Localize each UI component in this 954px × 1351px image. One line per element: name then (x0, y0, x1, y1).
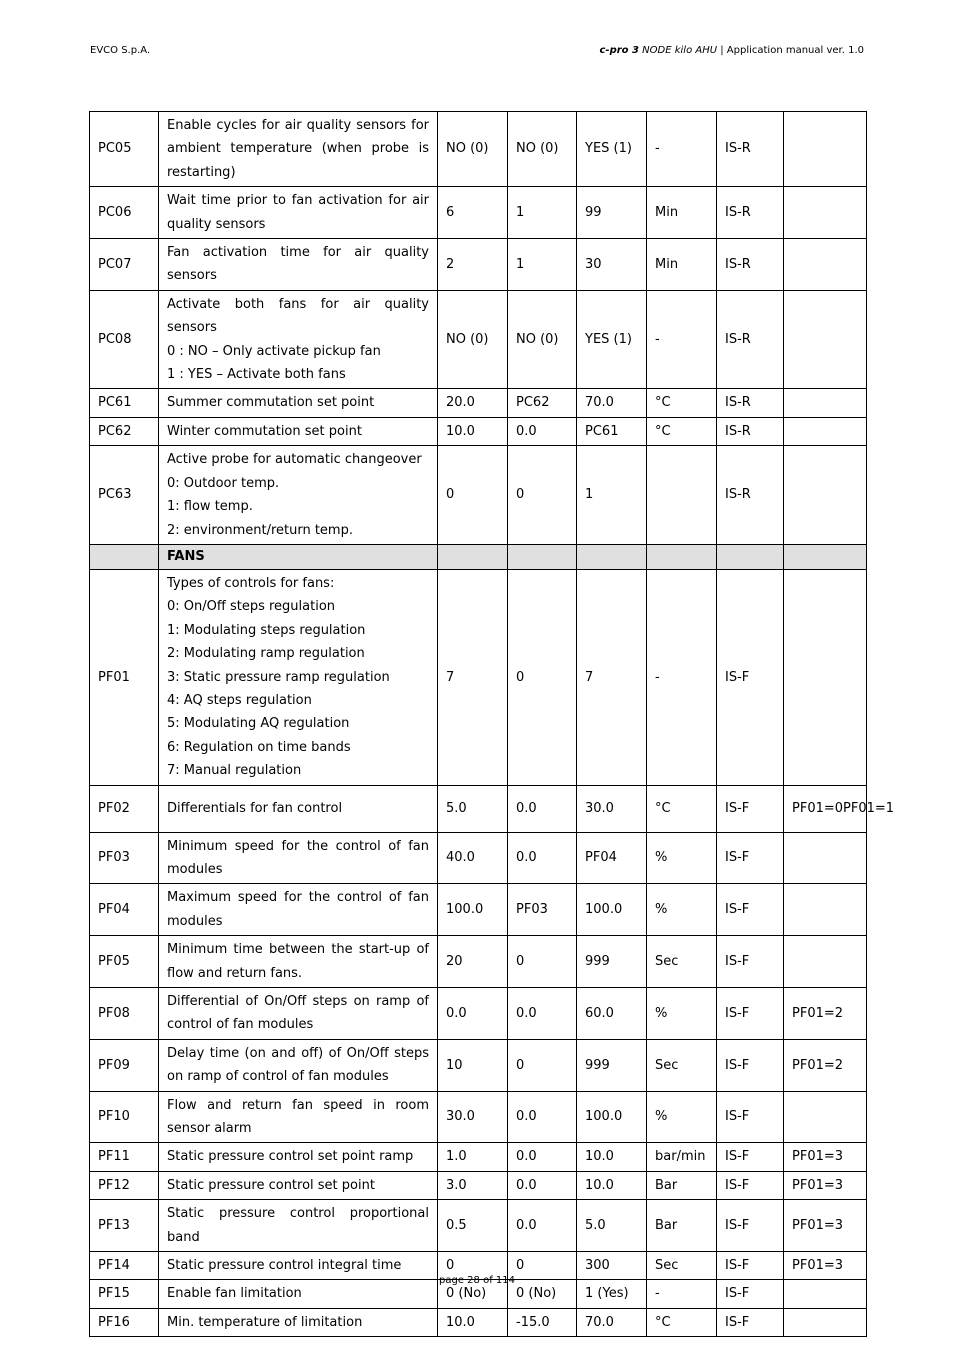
param-condition (784, 389, 867, 417)
param-visibility: IS-F (717, 785, 784, 832)
description-line: 7: Manual regulation (167, 763, 302, 779)
param-max: 99 (577, 187, 647, 239)
param-max: 300 (577, 1252, 647, 1280)
param-min: 0 (508, 1039, 577, 1091)
param-default: 10 (438, 1039, 508, 1091)
param-description (159, 1200, 438, 1252)
param-unit (647, 446, 717, 545)
param-unit: - (647, 569, 717, 785)
param-condition (784, 446, 867, 545)
param-condition (784, 988, 867, 1040)
param-default: 1.0 (438, 1143, 508, 1171)
param-max: 100.0 (577, 1091, 647, 1143)
param-code: PC61 (90, 389, 159, 417)
table-row (90, 1091, 867, 1143)
description-line: Maximum speed for the control of fan modules (167, 890, 429, 929)
param-default: 30.0 (438, 1091, 508, 1143)
param-default: 40.0 (438, 832, 508, 884)
description-line: Flow and return fan speed in room sensor alarm (167, 1097, 429, 1137)
param-visibility: IS-F (717, 1200, 784, 1252)
param-max: 60.0 (577, 988, 647, 1040)
param-max: PF04 (577, 832, 647, 884)
param-code: PC06 (90, 187, 159, 239)
param-description (159, 884, 438, 936)
description-line: Static pressure control integral time (167, 1258, 402, 1274)
condition-line: PF01=0 (792, 800, 844, 816)
param-code: PF02 (90, 785, 159, 832)
description-line: 0: Outdoor temp. (167, 475, 280, 491)
description-line: Types of controls for fans: (167, 575, 335, 591)
param-visibility: IS-R (717, 417, 784, 445)
param-max (577, 544, 647, 569)
param-min: 0.0 (508, 1091, 577, 1143)
table-row (90, 446, 867, 545)
param-unit: - (647, 290, 717, 389)
param-default: 0 (438, 1252, 508, 1280)
param-code: PF11 (90, 1143, 159, 1171)
param-default: 10.0 (438, 417, 508, 445)
param-max: 100.0 (577, 884, 647, 936)
param-max: 70.0 (577, 1308, 647, 1336)
condition-line: PF01=2 (792, 1005, 844, 1021)
param-condition (784, 417, 867, 445)
param-max: YES (1) (577, 290, 647, 389)
param-description (159, 389, 438, 417)
param-condition (784, 112, 867, 187)
header-product: c-pro 3 (599, 45, 639, 56)
param-max: 7 (577, 569, 647, 785)
param-min: 0.0 (508, 785, 577, 832)
description-line: Delay time (on and off) of On/Off steps on ramp of control of fan modules (167, 1045, 429, 1085)
parameter-table-body (90, 112, 895, 1337)
param-description (159, 239, 438, 291)
param-code: PF15 (90, 1280, 159, 1308)
param-unit: % (647, 988, 717, 1040)
condition-line: PF01=3 (792, 1258, 844, 1274)
page-number: page 28 of 114 (439, 1275, 515, 1286)
param-condition (784, 832, 867, 884)
param-condition (784, 1308, 867, 1336)
header-product-model: NODE kilo AHU (642, 45, 718, 56)
param-visibility: IS-F (717, 832, 784, 884)
param-code: PF08 (90, 988, 159, 1040)
param-unit: Bar (647, 1200, 717, 1252)
param-unit: % (647, 832, 717, 884)
param-code: PF09 (90, 1039, 159, 1091)
table-row (90, 569, 867, 785)
param-max: 10.0 (577, 1171, 647, 1199)
param-unit: - (647, 112, 717, 187)
param-max: 1 (Yes) (577, 1280, 647, 1308)
param-description (159, 1171, 438, 1199)
param-min: PF03 (508, 884, 577, 936)
param-visibility: IS-R (717, 446, 784, 545)
parameter-table (89, 111, 895, 1337)
param-min: 0 (508, 446, 577, 545)
param-description (159, 988, 438, 1040)
description-line: FANS (167, 548, 205, 564)
param-code: PF14 (90, 1252, 159, 1280)
section-row (90, 544, 867, 569)
param-min: 1 (508, 239, 577, 291)
param-unit: % (647, 884, 717, 936)
description-line: 2: Modulating ramp regulation (167, 646, 365, 662)
param-default: 2 (438, 239, 508, 291)
table-row (90, 187, 867, 239)
table-row (90, 290, 867, 389)
param-visibility: IS-R (717, 187, 784, 239)
param-code: PC08 (90, 290, 159, 389)
param-min: -15.0 (508, 1308, 577, 1336)
param-default: 0.0 (438, 988, 508, 1040)
param-condition (784, 187, 867, 239)
param-condition (784, 1143, 867, 1171)
description-line: 5: Modulating AQ regulation (167, 716, 350, 732)
description-line: Differential of On/Off steps on ramp of control of fan modules (167, 994, 429, 1033)
table-row (90, 785, 867, 832)
description-line: Enable cycles for air quality sensors for ambient temperature (when probe is restarting) (167, 118, 429, 180)
description-line: Static pressure control proportional band (167, 1206, 429, 1245)
header-manual: | Application manual ver. 1.0 (720, 45, 864, 56)
param-default: 5.0 (438, 785, 508, 832)
table-row (90, 389, 867, 417)
table-row (90, 988, 867, 1040)
param-visibility: IS-R (717, 112, 784, 187)
param-default: 20.0 (438, 389, 508, 417)
param-code: PF13 (90, 1200, 159, 1252)
param-max: 5.0 (577, 1200, 647, 1252)
description-line: Winter commutation set point (167, 423, 362, 439)
param-visibility: IS-F (717, 1039, 784, 1091)
param-visibility: IS-F (717, 988, 784, 1040)
param-code: PF01 (90, 569, 159, 785)
param-default: 100.0 (438, 884, 508, 936)
param-max: 70.0 (577, 389, 647, 417)
param-visibility: IS-R (717, 239, 784, 291)
param-code: PF16 (90, 1308, 159, 1336)
param-min: 0.0 (508, 1143, 577, 1171)
param-code: PF12 (90, 1171, 159, 1199)
param-visibility: IS-F (717, 884, 784, 936)
param-visibility: IS-F (717, 936, 784, 988)
param-condition (784, 1200, 867, 1252)
param-min: 0.0 (508, 988, 577, 1040)
description-line: Static pressure control set point (167, 1177, 375, 1193)
param-unit: Min (647, 239, 717, 291)
param-condition (784, 1091, 867, 1143)
param-visibility: IS-F (717, 1091, 784, 1143)
param-description (159, 936, 438, 988)
description-line: 1: flow temp. (167, 499, 253, 515)
param-max: 1 (577, 446, 647, 545)
param-max: 999 (577, 1039, 647, 1091)
param-min: NO (0) (508, 112, 577, 187)
param-condition (784, 290, 867, 389)
param-visibility: IS-R (717, 389, 784, 417)
param-min: 0 (508, 569, 577, 785)
param-description (159, 544, 438, 569)
param-visibility: IS-F (717, 1308, 784, 1336)
param-description (159, 112, 438, 187)
param-min: 0 (508, 1252, 577, 1280)
description-line: Wait time prior to fan activation for air quality sensors (167, 193, 429, 232)
param-description (159, 417, 438, 445)
param-code: PF05 (90, 936, 159, 988)
param-code: PC63 (90, 446, 159, 545)
param-condition (784, 544, 867, 569)
param-description (159, 290, 438, 389)
param-unit: bar/min (647, 1143, 717, 1171)
param-unit: - (647, 1280, 717, 1308)
param-min: 0.0 (508, 1200, 577, 1252)
param-min: 0.0 (508, 417, 577, 445)
description-line: 1 : YES – Activate both fans (167, 367, 346, 383)
description-line: 2: environment/return temp. (167, 522, 353, 538)
param-default: 0 (No) (438, 1280, 508, 1308)
description-line: 0 : NO – Only activate pickup fan (167, 343, 381, 359)
param-default: 7 (438, 569, 508, 785)
param-visibility: IS-F (717, 1280, 784, 1308)
table-row (90, 1308, 867, 1336)
description-line: Differentials for fan control (167, 800, 343, 816)
description-line: Minimum speed for the control of fan modules (167, 838, 429, 877)
table-row (90, 239, 867, 291)
param-min: 0.0 (508, 1171, 577, 1199)
param-min (508, 544, 577, 569)
description-line: Active probe for automatic changeover (167, 452, 422, 468)
param-unit: °C (647, 417, 717, 445)
param-description (159, 1308, 438, 1336)
param-unit: Bar (647, 1171, 717, 1199)
param-code: PC05 (90, 112, 159, 187)
param-condition (784, 1039, 867, 1091)
param-default (438, 544, 508, 569)
param-unit (647, 544, 717, 569)
param-condition (784, 936, 867, 988)
param-default: 20 (438, 936, 508, 988)
param-min: 1 (508, 187, 577, 239)
header-company: EVCO S.p.A. (90, 45, 151, 56)
param-unit: % (647, 1091, 717, 1143)
table-row (90, 832, 867, 884)
description-line: 1: Modulating steps regulation (167, 622, 366, 638)
header-manual-title (600, 45, 865, 56)
param-condition (784, 884, 867, 936)
param-description (159, 446, 438, 545)
description-line: 6: Regulation on time bands (167, 739, 351, 755)
description-line: Activate both fans for air quality sensors (167, 296, 429, 336)
table-row (90, 417, 867, 445)
description-line: Enable fan limitation (167, 1286, 302, 1302)
param-unit: °C (647, 785, 717, 832)
param-visibility: IS-F (717, 1171, 784, 1199)
param-condition (784, 569, 867, 785)
description-line: Static pressure control set point ramp (167, 1149, 414, 1165)
description-line: Summer commutation set point (167, 395, 375, 411)
param-visibility: IS-F (717, 1252, 784, 1280)
param-default: 6 (438, 187, 508, 239)
param-description (159, 187, 438, 239)
param-code: PC07 (90, 239, 159, 291)
condition-line: PF01=2 (792, 1057, 844, 1073)
param-description (159, 1039, 438, 1091)
param-condition (784, 239, 867, 291)
param-default: 3.0 (438, 1171, 508, 1199)
param-visibility: IS-R (717, 290, 784, 389)
table-row (90, 1200, 867, 1252)
condition-line: PF01=3 (792, 1149, 844, 1165)
table-row (90, 1143, 867, 1171)
param-condition (784, 785, 895, 832)
param-code: PF04 (90, 884, 159, 936)
table-row (90, 1039, 867, 1091)
param-unit: Sec (647, 936, 717, 988)
param-code: PC62 (90, 417, 159, 445)
condition-line: PF01=3 (792, 1217, 844, 1233)
description-line: Minimum time between the start-up of flow and return fans. (167, 942, 429, 981)
param-min: 0 (No) (508, 1280, 577, 1308)
param-default: NO (0) (438, 112, 508, 187)
table-row (90, 1171, 867, 1199)
param-default: 10.0 (438, 1308, 508, 1336)
table-row (90, 936, 867, 988)
param-visibility: IS-F (717, 1143, 784, 1171)
description-line: 0: On/Off steps regulation (167, 599, 336, 615)
param-description (159, 832, 438, 884)
condition-line: PF01=1 (843, 800, 895, 816)
param-code (90, 544, 159, 569)
param-min: PC62 (508, 389, 577, 417)
param-visibility (717, 544, 784, 569)
table-row (90, 884, 867, 936)
param-unit: Min (647, 187, 717, 239)
param-description (159, 569, 438, 785)
param-code: PF03 (90, 832, 159, 884)
param-default: NO (0) (438, 290, 508, 389)
param-min: 0 (508, 936, 577, 988)
param-default: 0.5 (438, 1200, 508, 1252)
param-max: 999 (577, 936, 647, 988)
description-line: 4: AQ steps regulation (167, 692, 312, 708)
param-condition (784, 1171, 867, 1199)
description-line: Fan activation time for air quality sensors (167, 245, 429, 284)
param-min: 0.0 (508, 832, 577, 884)
param-max: PC61 (577, 417, 647, 445)
param-unit: Sec (647, 1039, 717, 1091)
param-max: 30.0 (577, 785, 647, 832)
param-max: YES (1) (577, 112, 647, 187)
param-visibility: IS-F (717, 569, 784, 785)
table-row (90, 112, 867, 187)
condition-line: PF01=3 (792, 1177, 844, 1193)
param-description (159, 1091, 438, 1143)
param-min: NO (0) (508, 290, 577, 389)
param-unit: °C (647, 389, 717, 417)
param-max: 10.0 (577, 1143, 647, 1171)
description-line: 3: Static pressure ramp regulation (167, 669, 390, 685)
param-unit: Sec (647, 1252, 717, 1280)
param-description (159, 1143, 438, 1171)
param-default: 0 (438, 446, 508, 545)
description-line: Min. temperature of limitation (167, 1314, 363, 1330)
param-description (159, 785, 438, 832)
param-code: PF10 (90, 1091, 159, 1143)
param-unit: °C (647, 1308, 717, 1336)
param-max: 30 (577, 239, 647, 291)
